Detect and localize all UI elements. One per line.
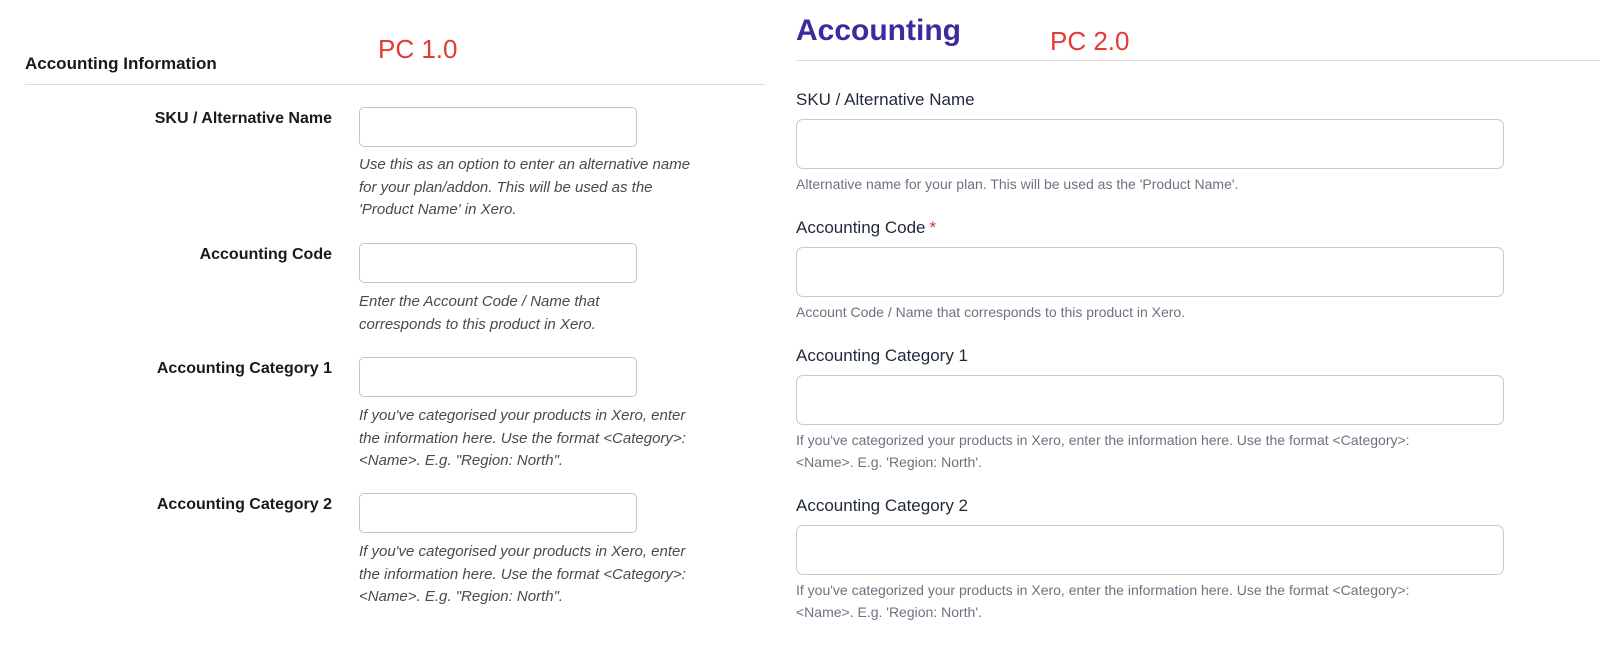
- pc2-sku-label: SKU / Alternative Name: [796, 90, 975, 109]
- pc2-accounting-code-help: Account Code / Name that corresponds to this product in Xero.: [796, 304, 1186, 320]
- pc2-section-title: Accounting: [796, 14, 961, 47]
- pc2-category1-input[interactable]: [796, 375, 1504, 425]
- required-marker: *: [929, 218, 937, 237]
- pc1-version-annotation: PC 1.0: [378, 34, 458, 64]
- pc1-form-panel: [0, 0, 770, 652]
- pc2-accounting-code-label: Accounting Code: [796, 218, 926, 237]
- pc1-accounting-code-input[interactable]: [359, 243, 637, 283]
- pc1-category1-help: If you've categorised your products in Xero, enter the information here. Use the format <Category>:<Name>. E.g. "Region: North".: [359, 407, 686, 469]
- pc2-category1-label: Accounting Category 1: [796, 346, 968, 365]
- pc1-category1-input[interactable]: [359, 357, 637, 397]
- pc1-section-divider: [25, 84, 765, 85]
- pc1-sku-input[interactable]: [359, 107, 637, 147]
- pc2-category2-help: If you've categorized your products in Xero, enter the information here. Use the format <Category>:<Name>. E.g. 'Region: North'.: [796, 582, 1410, 620]
- pc1-accounting-code-label: Accounting Code: [199, 246, 332, 263]
- pc2-form-panel: [770, 0, 1600, 652]
- pc2-category2-label: Accounting Category 2: [796, 496, 968, 515]
- pc1-sku-label: SKU / Alternative Name: [154, 110, 332, 127]
- pc1-sku-help: Use this as an option to enter an alternative name for your plan/addon. This will be used as the 'Product Name' in Xero.: [359, 156, 691, 218]
- pc2-category1-help: If you've categorized your products in Xero, enter the information here. Use the format <Category>:<Name>. E.g. 'Region: North'.: [796, 432, 1410, 470]
- pc1-section-title: Accounting Information: [25, 54, 217, 73]
- pc1-category1-label: Accounting Category 1: [156, 360, 332, 377]
- pc1-category2-input[interactable]: [359, 493, 637, 533]
- pc2-section-divider: [796, 60, 1600, 61]
- pc2-category2-input[interactable]: [796, 525, 1504, 575]
- pc2-sku-help: Alternative name for your plan. This will be used as the 'Product Name'.: [796, 176, 1239, 192]
- pc2-accounting-code-input[interactable]: [796, 247, 1504, 297]
- pc1-category2-label: Accounting Category 2: [156, 496, 332, 513]
- pc1-accounting-code-help: Enter the Account Code / Name that corresponds to this product in Xero.: [359, 293, 600, 333]
- pc2-sku-input[interactable]: [796, 119, 1504, 169]
- pc1-category2-help: If you've categorised your products in Xero, enter the information here. Use the format <Category>:<Name>. E.g. "Region: North".: [359, 543, 686, 605]
- pc2-version-annotation: PC 2.0: [1050, 26, 1130, 56]
- pc2-accounting-code-label-row: [796, 218, 936, 238]
